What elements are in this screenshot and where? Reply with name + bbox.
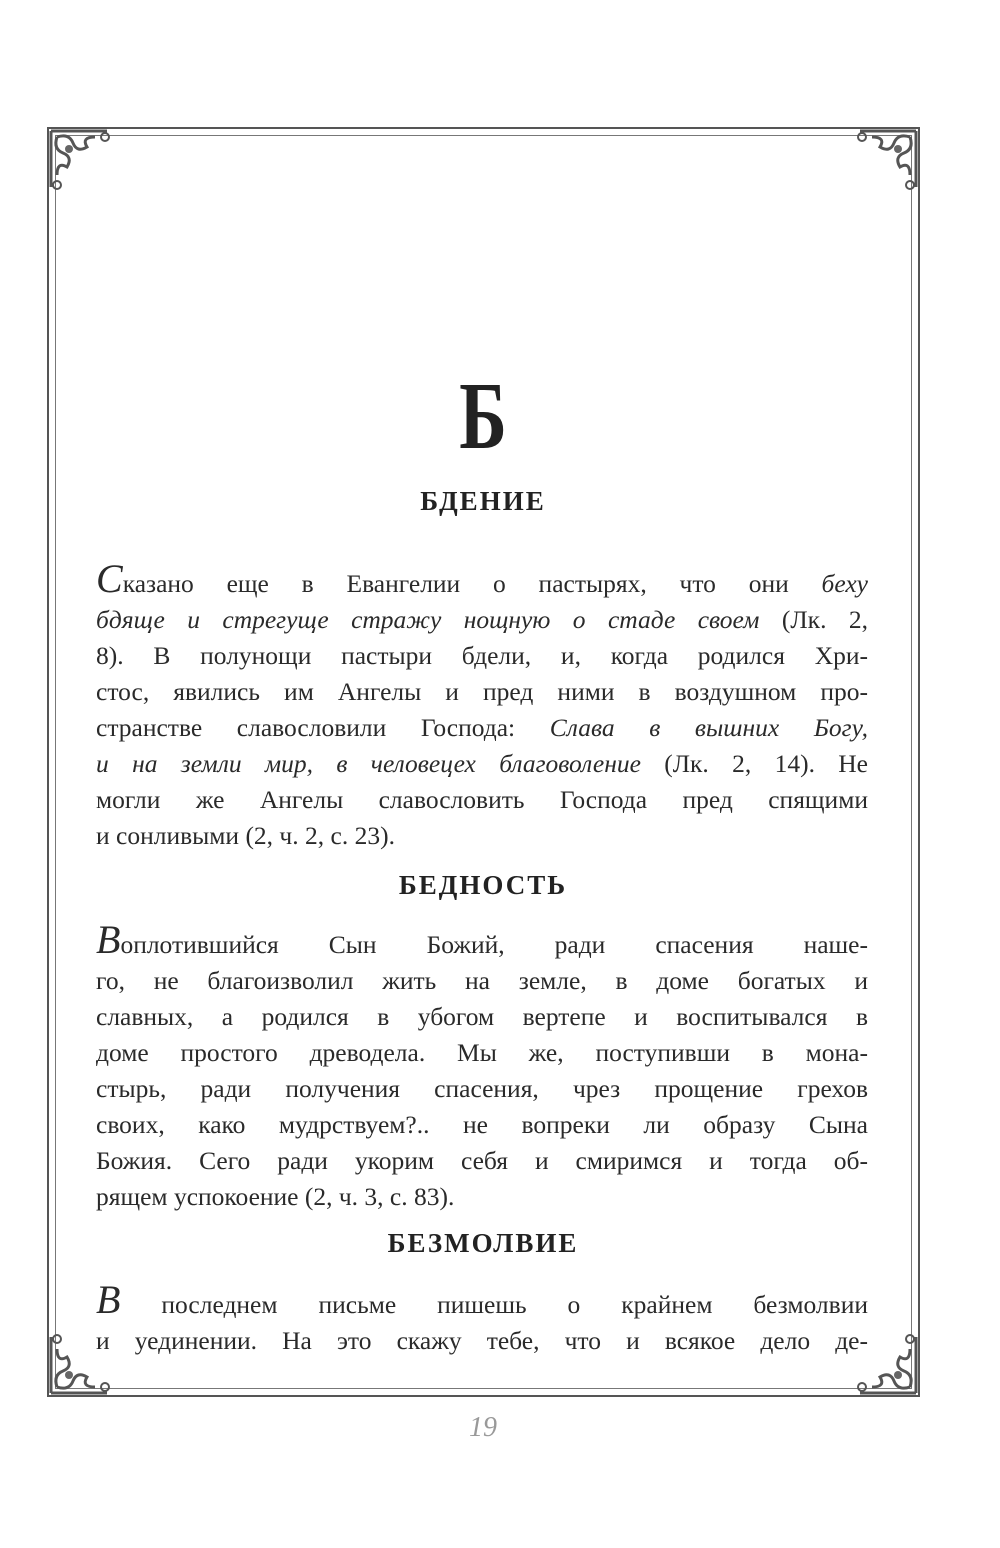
text-line [96, 917, 868, 963]
text-line [96, 638, 868, 674]
text-line [96, 1071, 868, 1107]
body-text: могли же Ангелы славословить Господа пред спящими [96, 785, 868, 814]
body-text: оплотившийся Сын Божий, ради спасения наше- [120, 930, 868, 959]
text-line [96, 1277, 868, 1323]
body-text: последнем письме пишешь о крайнем безмолвии [120, 1290, 868, 1319]
body-text: и сонливыми (2, ч. 2, с. 23). [96, 821, 395, 850]
body-text: своих, како мудрствуем?.. не вопреки ли образу Сына [96, 1110, 868, 1139]
page-number: 19 [469, 1412, 497, 1443]
corner-ornament-icon [47, 127, 117, 197]
body-text: доме простого древодела. Мы же, поступивши в мона- [96, 1038, 868, 1067]
drop-cap: С [96, 556, 123, 601]
text-line [96, 1143, 868, 1179]
article-paragraph [96, 1277, 868, 1359]
body-text: стырь, ради получения спасения, чрез прощение грехов [96, 1074, 868, 1103]
text-line [96, 1179, 868, 1215]
quotation-text: бдяще и стрегуще стражу нощную о стаде своем [96, 605, 760, 634]
body-text: стос, явились им Ангелы и пред ними в воздушном про- [96, 677, 868, 706]
text-line [96, 818, 868, 854]
drop-cap: В [96, 1277, 121, 1322]
body-text: (Лк. 2, 14). Не [640, 749, 869, 778]
text-line [96, 674, 868, 710]
quotation-text: и на земли мир, в человецех благоволение [96, 749, 641, 778]
quotation-text: Слава в вышних Богу, [549, 713, 868, 742]
body-text: славных, а родился в убогом вертепе и воспитывался в [96, 1002, 868, 1031]
body-text: (Лк. 2, [759, 605, 868, 634]
text-line [96, 710, 868, 746]
drop-cap: В [96, 917, 121, 962]
article-heading: БЕЗМОЛВИЕ [387, 1228, 579, 1258]
body-text: го, не благоизволил жить на земле, в доме богатых и [96, 966, 868, 995]
body-text: рящем успокоение (2, ч. 3, с. 83). [96, 1182, 455, 1211]
article-heading: БДЕНИЕ [420, 486, 546, 516]
text-line [96, 963, 868, 999]
section-letter: Б [459, 362, 507, 469]
text-line [96, 1035, 868, 1071]
quotation-text: беху [821, 569, 868, 598]
body-text: 8). В полунощи пастыри бдели, и, когда родился Хри- [96, 641, 868, 670]
text-line [96, 1323, 868, 1359]
text-line [96, 1107, 868, 1143]
body-text: странстве славословили Господа: [96, 713, 550, 742]
body-text: Божия. Сего ради укорим себя и смиримся и тогда об- [96, 1146, 868, 1175]
text-line [96, 746, 868, 782]
text-line [96, 556, 868, 602]
article-paragraph [96, 556, 869, 854]
text-line [96, 602, 868, 638]
article-heading: БЕДНОСТЬ [398, 870, 568, 900]
body-text: и уединении. На это скажу тебе, что и всякое дело де- [96, 1326, 868, 1355]
text-line [96, 782, 868, 818]
body-text: казано еще в Евангелии о пастырях, что они [122, 569, 822, 598]
corner-ornament-icon [850, 127, 920, 197]
article-paragraph [96, 917, 868, 1215]
text-line [96, 999, 868, 1035]
